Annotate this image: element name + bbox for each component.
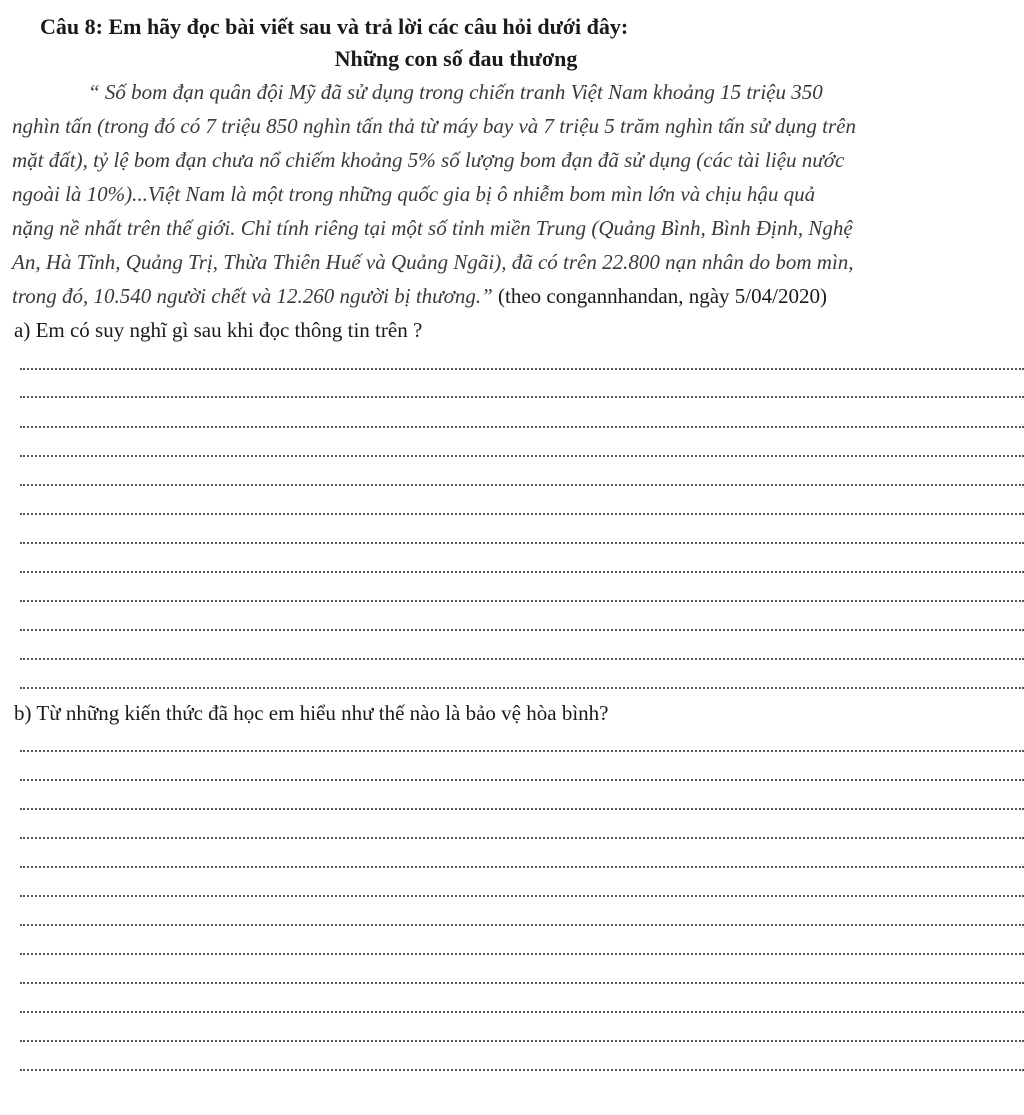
- answer-line[interactable]: [20, 924, 1024, 926]
- answer-line[interactable]: [20, 426, 1024, 428]
- answer-line[interactable]: [20, 1011, 1024, 1013]
- answer-line[interactable]: [20, 368, 1024, 370]
- question-title: Câu 8: Em hãy đọc bài viết sau và trả lời các câu hỏi dưới đây:: [40, 14, 629, 39]
- quote-line-5: nặng nề nhất trên thế giới. Chỉ tính riêng tại một số tỉnh miền Trung (Quảng Bình, Bình Định, Nghệ: [12, 216, 853, 240]
- quote-line-4: ngoài là 10%)...Việt Nam là một trong những quốc gia bị ô nhiễm bom mìn lớn và chịu hậu quả: [12, 182, 816, 206]
- answer-line[interactable]: [20, 808, 1024, 810]
- answer-line[interactable]: [20, 750, 1024, 752]
- sub-question-b: b) Từ những kiến thức đã học em hiểu như thế nào là bảo vệ hòa bình?: [14, 701, 609, 725]
- answer-line[interactable]: [20, 513, 1024, 515]
- answer-line[interactable]: [20, 571, 1024, 573]
- answer-line[interactable]: [20, 687, 1024, 689]
- sub-question-a: a) Em có suy nghĩ gì sau khi đọc thông tin trên ?: [14, 318, 423, 342]
- answer-line[interactable]: [20, 1069, 1024, 1071]
- answer-line[interactable]: [20, 895, 1024, 897]
- answer-line[interactable]: [20, 629, 1024, 631]
- quote-line-7: [12, 284, 827, 309]
- answer-line[interactable]: [20, 658, 1024, 660]
- article-title: Những con số đau thương: [334, 46, 578, 71]
- quote-line-3: mặt đất), tỷ lệ bom đạn chưa nổ chiếm khoảng 5% số lượng bom đạn đã sử dụng (các tài liệu nước: [12, 148, 845, 172]
- answer-line[interactable]: [20, 866, 1024, 868]
- quote-line-1: “ Số bom đạn quân đội Mỹ đã sử dụng trong chiến tranh Việt Nam khoảng 15 triệu 350: [88, 80, 823, 104]
- quote-line-2: nghìn tấn (trong đó có 7 triệu 850 nghìn tấn thả từ máy bay và 7 triệu 5 trăm nghìn tấn sử dụng trên: [12, 114, 856, 138]
- answer-line[interactable]: [20, 600, 1024, 602]
- answer-line[interactable]: [20, 1040, 1024, 1042]
- article-source: (theo congannhandan, ngày 5/04/2020): [492, 284, 827, 308]
- answer-line[interactable]: [20, 455, 1024, 457]
- answer-line[interactable]: [20, 779, 1024, 781]
- quote-line-6: An, Hà Tĩnh, Quảng Trị, Thừa Thiên Huế và Quảng Ngãi), đã có trên 22.800 nạn nhân do bom mìn,: [12, 250, 854, 274]
- quote-last-text: trong đó, 10.540 người chết và 12.260 người bị thương.”: [12, 284, 493, 308]
- answer-line[interactable]: [20, 484, 1024, 486]
- answer-line[interactable]: [20, 982, 1024, 984]
- answer-line[interactable]: [20, 837, 1024, 839]
- answer-line[interactable]: [20, 396, 1024, 398]
- answer-line[interactable]: [20, 953, 1024, 955]
- answer-line[interactable]: [20, 542, 1024, 544]
